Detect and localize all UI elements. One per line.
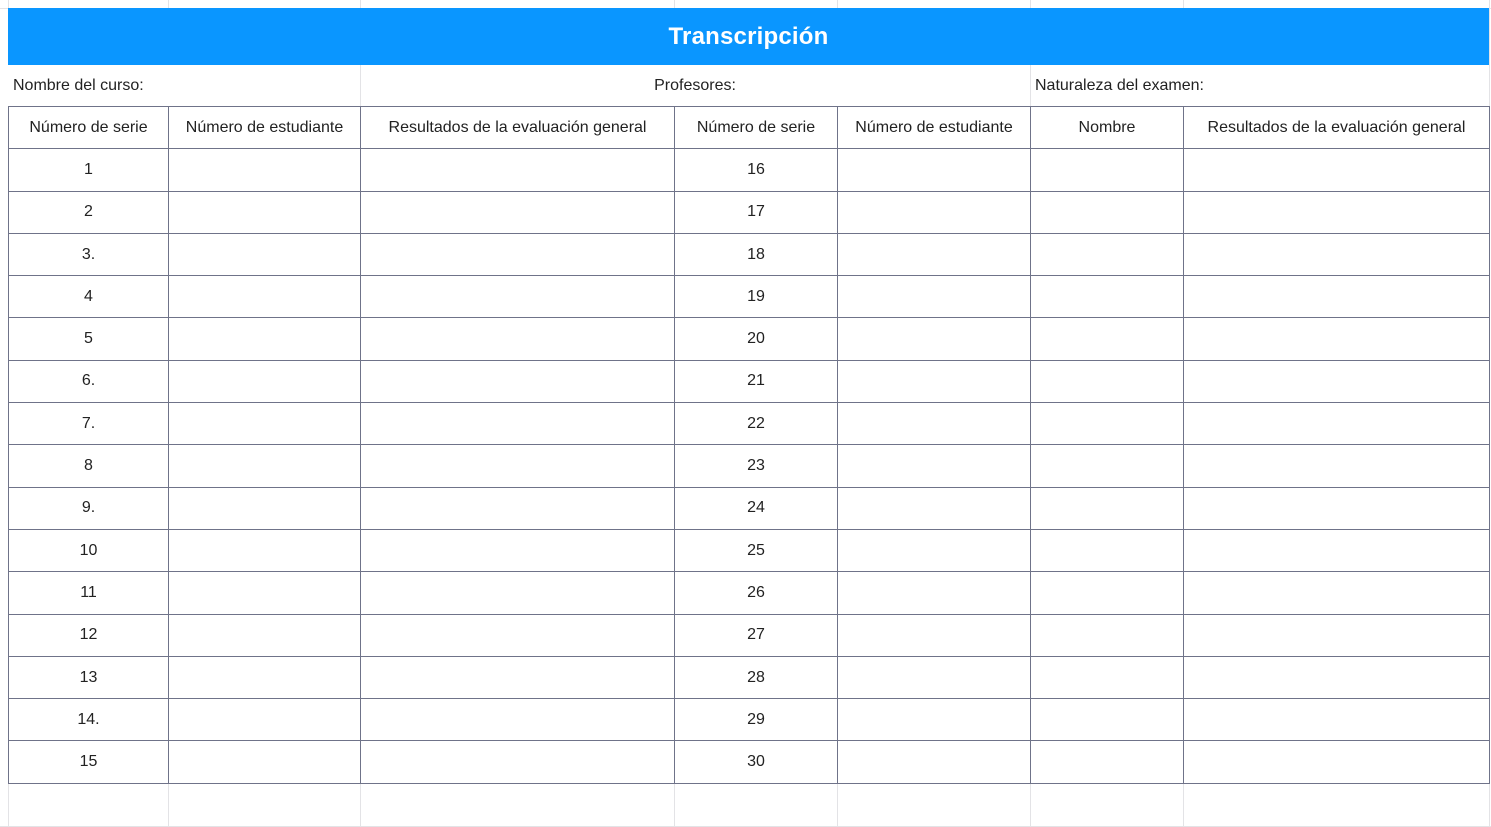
header-row — [9, 107, 1490, 149]
transcript-table — [8, 106, 1490, 784]
overall-results-cell-2[interactable] — [1184, 403, 1490, 445]
overall-results-cell[interactable] — [361, 741, 675, 783]
overall-results-cell-2[interactable] — [1184, 656, 1490, 698]
course-name-label: Nombre del curso: — [13, 76, 144, 94]
spreadsheet — [8, 8, 1489, 784]
student-number-cell-2[interactable] — [838, 614, 1031, 656]
student-number-cell[interactable] — [169, 614, 361, 656]
table-row — [9, 360, 1490, 402]
table-row — [9, 487, 1490, 529]
overall-results-cell-2[interactable] — [1184, 233, 1490, 275]
name-cell[interactable] — [1031, 233, 1184, 275]
serial-number-cell[interactable]: 13 — [9, 656, 169, 698]
overall-results-cell-2[interactable] — [1184, 741, 1490, 783]
serial-number-cell[interactable]: 14. — [9, 699, 169, 741]
overall-results-cell-2[interactable] — [1184, 191, 1490, 233]
serial-number-cell[interactable]: 7. — [9, 403, 169, 445]
header-name[interactable]: Nombre — [1031, 107, 1184, 149]
serial-number-cell-2[interactable]: 17 — [675, 191, 838, 233]
overall-results-cell[interactable] — [361, 699, 675, 741]
table-row — [9, 276, 1490, 318]
student-number-cell-2[interactable] — [838, 487, 1031, 529]
student-number-cell-2[interactable] — [838, 403, 1031, 445]
name-cell[interactable] — [1031, 360, 1184, 402]
name-cell[interactable] — [1031, 572, 1184, 614]
serial-number-cell-2[interactable]: 28 — [675, 656, 838, 698]
overall-results-cell-2[interactable] — [1184, 572, 1490, 614]
serial-number-cell-2[interactable]: 16 — [675, 149, 838, 191]
name-cell[interactable] — [1031, 741, 1184, 783]
student-number-cell[interactable] — [169, 403, 361, 445]
student-number-cell[interactable] — [169, 487, 361, 529]
name-cell[interactable] — [1031, 191, 1184, 233]
serial-number-cell-2[interactable]: 26 — [675, 572, 838, 614]
student-number-cell[interactable] — [169, 656, 361, 698]
table-row — [9, 699, 1490, 741]
student-number-cell[interactable] — [169, 149, 361, 191]
header-serial-number-2[interactable]: Número de serie — [675, 107, 838, 149]
teachers-cell[interactable] — [360, 65, 1030, 106]
exam-nature-cell[interactable] — [1030, 65, 1489, 106]
serial-number-cell-2[interactable]: 25 — [675, 529, 838, 571]
serial-number-cell[interactable]: 15 — [9, 741, 169, 783]
overall-results-cell[interactable] — [361, 318, 675, 360]
overall-results-cell[interactable] — [361, 572, 675, 614]
table-row — [9, 656, 1490, 698]
table-row — [9, 741, 1490, 783]
name-cell[interactable] — [1031, 614, 1184, 656]
title-bar[interactable] — [8, 8, 1489, 65]
name-cell[interactable] — [1031, 276, 1184, 318]
overall-results-cell[interactable] — [361, 149, 675, 191]
serial-number-cell[interactable]: 2 — [9, 191, 169, 233]
page-title: Transcripción — [668, 22, 829, 50]
student-number-cell[interactable] — [169, 699, 361, 741]
overall-results-cell-2[interactable] — [1184, 276, 1490, 318]
student-number-cell[interactable] — [169, 360, 361, 402]
serial-number-cell[interactable]: 6. — [9, 360, 169, 402]
overall-results-cell-2[interactable] — [1184, 318, 1490, 360]
serial-number-cell[interactable]: 4 — [9, 276, 169, 318]
name-cell[interactable] — [1031, 487, 1184, 529]
student-number-cell-2[interactable] — [838, 276, 1031, 318]
serial-number-cell-2[interactable]: 23 — [675, 445, 838, 487]
table-row — [9, 191, 1490, 233]
student-number-cell-2[interactable] — [838, 149, 1031, 191]
serial-number-cell-2[interactable]: 27 — [675, 614, 838, 656]
table-row — [9, 318, 1490, 360]
header-overall-results-2[interactable]: Resultados de la evaluación general — [1184, 107, 1490, 149]
name-cell[interactable] — [1031, 656, 1184, 698]
serial-number-cell-2[interactable]: 22 — [675, 403, 838, 445]
name-cell[interactable] — [1031, 149, 1184, 191]
table-row — [9, 572, 1490, 614]
serial-number-cell[interactable]: 12 — [9, 614, 169, 656]
overall-results-cell[interactable] — [361, 360, 675, 402]
student-number-cell[interactable] — [169, 318, 361, 360]
name-cell[interactable] — [1031, 699, 1184, 741]
serial-number-cell[interactable]: 5 — [9, 318, 169, 360]
serial-number-cell-2[interactable]: 21 — [675, 360, 838, 402]
serial-number-cell-2[interactable]: 19 — [675, 276, 838, 318]
student-number-cell[interactable] — [169, 741, 361, 783]
info-row — [8, 65, 1489, 106]
serial-number-cell-2[interactable]: 29 — [675, 699, 838, 741]
student-number-cell[interactable] — [169, 529, 361, 571]
student-number-cell-2[interactable] — [838, 656, 1031, 698]
name-cell[interactable] — [1031, 445, 1184, 487]
serial-number-cell-2[interactable]: 24 — [675, 487, 838, 529]
overall-results-cell[interactable] — [361, 403, 675, 445]
overall-results-cell[interactable] — [361, 656, 675, 698]
table-row — [9, 149, 1490, 191]
student-number-cell-2[interactable] — [838, 360, 1031, 402]
student-number-cell-2[interactable] — [838, 191, 1031, 233]
student-number-cell[interactable] — [169, 445, 361, 487]
serial-number-cell[interactable]: 10 — [9, 529, 169, 571]
overall-results-cell-2[interactable] — [1184, 529, 1490, 571]
serial-number-cell-2[interactable]: 30 — [675, 741, 838, 783]
student-number-cell-2[interactable] — [838, 741, 1031, 783]
table-row — [9, 233, 1490, 275]
student-number-cell-2[interactable] — [838, 572, 1031, 614]
serial-number-cell[interactable]: 3. — [9, 233, 169, 275]
student-number-cell[interactable] — [169, 233, 361, 275]
serial-number-cell-2[interactable]: 20 — [675, 318, 838, 360]
overall-results-cell-2[interactable] — [1184, 149, 1490, 191]
student-number-cell-2[interactable] — [838, 318, 1031, 360]
header-student-number[interactable]: Número de estudiante — [169, 107, 361, 149]
overall-results-cell[interactable] — [361, 529, 675, 571]
header-serial-number[interactable]: Número de serie — [9, 107, 169, 149]
student-number-cell-2[interactable] — [838, 529, 1031, 571]
serial-number-cell[interactable]: 9. — [9, 487, 169, 529]
exam-nature-label: Naturaleza del examen: — [1035, 76, 1204, 94]
name-cell[interactable] — [1031, 403, 1184, 445]
serial-number-cell[interactable]: 11 — [9, 572, 169, 614]
student-number-cell-2[interactable] — [838, 233, 1031, 275]
student-number-cell[interactable] — [169, 191, 361, 233]
student-number-cell[interactable] — [169, 276, 361, 318]
table-row — [9, 403, 1490, 445]
overall-results-cell[interactable] — [361, 487, 675, 529]
course-name-cell[interactable] — [8, 65, 360, 106]
serial-number-cell[interactable]: 8 — [9, 445, 169, 487]
student-number-cell-2[interactable] — [838, 699, 1031, 741]
student-number-cell-2[interactable] — [838, 445, 1031, 487]
overall-results-cell-2[interactable] — [1184, 614, 1490, 656]
serial-number-cell[interactable]: 1 — [9, 149, 169, 191]
overall-results-cell-2[interactable] — [1184, 445, 1490, 487]
student-number-cell[interactable] — [169, 572, 361, 614]
table-row — [9, 614, 1490, 656]
header-student-number-2[interactable]: Número de estudiante — [838, 107, 1031, 149]
overall-results-cell[interactable] — [361, 614, 675, 656]
name-cell[interactable] — [1031, 529, 1184, 571]
teachers-label: Profesores: — [654, 76, 736, 94]
table-row — [9, 445, 1490, 487]
serial-number-cell-2[interactable]: 18 — [675, 233, 838, 275]
overall-results-cell-2[interactable] — [1184, 360, 1490, 402]
header-overall-results[interactable]: Resultados de la evaluación general — [361, 107, 675, 149]
name-cell[interactable] — [1031, 318, 1184, 360]
overall-results-cell[interactable] — [361, 276, 675, 318]
table-row — [9, 529, 1490, 571]
overall-results-cell-2[interactable] — [1184, 699, 1490, 741]
overall-results-cell[interactable] — [361, 445, 675, 487]
overall-results-cell[interactable] — [361, 233, 675, 275]
overall-results-cell[interactable] — [361, 191, 675, 233]
overall-results-cell-2[interactable] — [1184, 487, 1490, 529]
